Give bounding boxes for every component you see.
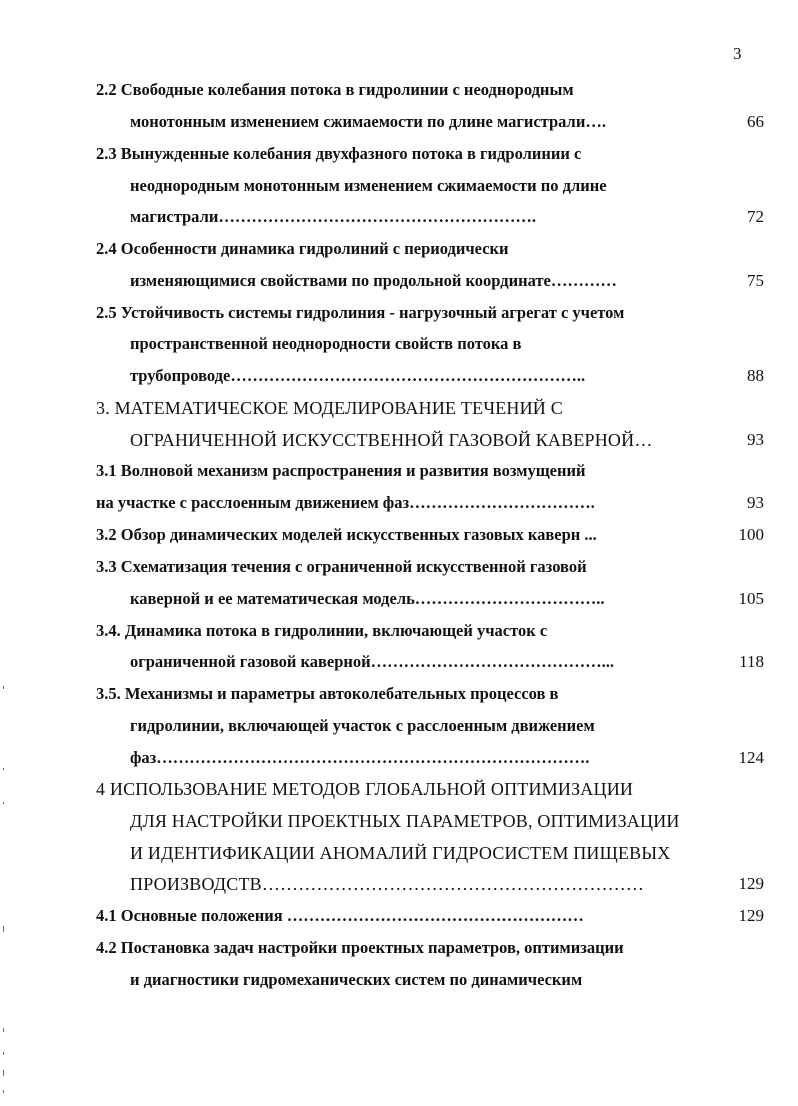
toc-line: 4 ИСПОЛЬЗОВАНИЕ МЕТОДОВ ГЛОБАЛЬНОЙ ОПТИМИЗАЦИИ: [96, 779, 634, 799]
toc-line: пространственной неоднородности свойств потока в: [130, 334, 522, 353]
scan-speck: [3, 768, 4, 770]
toc-line: 2.2 Свободные колебания потока в гидролинии с неоднородным: [96, 80, 574, 99]
toc-line: 2.4 Особенности динамика гидролиний с периодически: [96, 239, 509, 258]
toc-line: каверной и ее математическая модель……………………………..: [130, 589, 605, 608]
page-number: 3: [733, 44, 742, 63]
toc-page-number: 75: [747, 271, 764, 290]
toc-line: ПРОИЗВОДСТВ………………………………………………………: [130, 874, 645, 894]
toc-line: монотонным изменением сжимаемости по длине магистрали….: [130, 112, 606, 131]
toc-line: гидролинии, включающей участок с расслоенным движением: [130, 716, 595, 735]
toc-line: 3. МАТЕМАТИЧЕСКОЕ МОДЕЛИРОВАНИЕ ТЕЧЕНИЙ С: [96, 398, 563, 418]
toc-line: фаз…………………………………………………………………….: [130, 748, 590, 767]
toc-page-number: 118: [739, 652, 764, 671]
scan-speck: [3, 802, 4, 804]
toc-line: 3.3 Схематизация течения с ограниченной искусственной газовой: [96, 557, 587, 576]
toc-page-number: 88: [747, 366, 764, 385]
toc-line: магистрали………………………………………………….: [130, 207, 536, 226]
toc-line: И ИДЕНТИФИКАЦИИ АНОМАЛИЙ ГИДРОСИСТЕМ ПИЩЕВЫХ: [130, 843, 671, 863]
scan-speck: [3, 1090, 4, 1093]
toc-page-number: 66: [747, 112, 764, 131]
toc-line: 3.5. Механизмы и параметры автоколебательных процессов в: [96, 684, 559, 703]
toc-line: изменяющимися свойствами по продольной координате…………: [130, 271, 617, 290]
toc-page-number: 105: [738, 589, 764, 608]
toc-page-number: 93: [747, 430, 764, 449]
toc-line: 4.2 Постановка задач настройки проектных параметров, оптимизации: [96, 938, 624, 957]
toc-page-number: 100: [738, 525, 764, 544]
toc-line: трубопроводе………………………………………………………..: [130, 366, 586, 385]
toc-line: 3.1 Волновой механизм распространения и развития возмущений: [96, 461, 586, 480]
toc-page-number: 72: [747, 207, 764, 226]
toc-page-number: 93: [747, 493, 764, 512]
toc-line: на участке с расслоенным движением фаз…………………………….: [96, 493, 595, 512]
scan-speck: [3, 926, 4, 932]
toc-page-number: 129: [738, 874, 764, 893]
toc-page-number: 129: [738, 906, 764, 925]
toc-line: 2.5 Устойчивость системы гидролиния - нагрузочный агрегат с учетом: [96, 303, 625, 322]
toc-line: 4.1 Основные положения ………………………………………………: [96, 906, 584, 925]
scan-speck: [3, 1052, 4, 1055]
scan-speck: [3, 1028, 4, 1032]
toc-line: и диагностики гидромеханических систем по динамическим: [130, 970, 583, 989]
toc-page-number: 124: [738, 748, 764, 767]
toc-line: 3.2 Обзор динамических моделей искусственных газовых каверн ...: [96, 525, 597, 544]
toc-line: неоднородным монотонным изменением сжимаемости по длине: [130, 176, 607, 195]
toc-line: ОГРАНИЧЕННОЙ ИСКУССТВЕННОЙ ГАЗОВОЙ КАВЕРНОЙ…: [130, 430, 653, 450]
toc-line: 3.4. Динамика потока в гидролинии, включающей участок с: [96, 621, 548, 640]
scan-speck: [3, 686, 4, 689]
toc-line: ограниченной газовой каверной……………………………………...: [130, 652, 615, 671]
toc-line: 2.3 Вынужденные колебания двухфазного потока в гидролинии с: [96, 144, 582, 163]
toc-line: ДЛЯ НАСТРОЙКИ ПРОЕКТНЫХ ПАРАМЕТРОВ, ОПТИМИЗАЦИИ: [130, 811, 680, 831]
scan-speck: [3, 1070, 4, 1076]
